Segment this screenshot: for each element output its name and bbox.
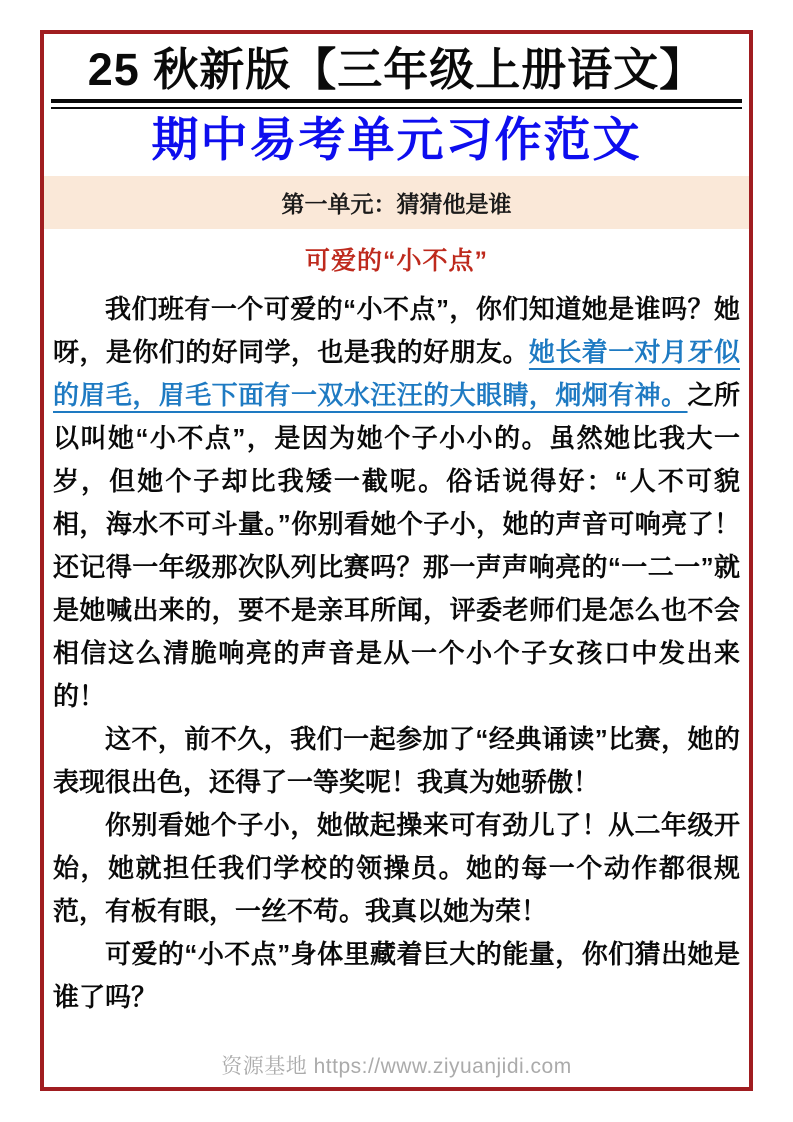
essay-paragraph [53,804,740,933]
footer-credit: 资源基地 https://www.ziyuanjidi.com [221,1055,572,1078]
document-main-title: 25 秋新版【三年级上册语文】 [87,44,706,95]
highlighted-sentence: 她长着一对月牙似的眉毛，眉毛下面有一双水汪汪的大眼睛，炯炯有神。 [53,337,740,411]
essay-text-segment: 你别看她个子小，她做起操来可有劲儿了！从二年级开始，她就担任我们学校的领操员。她的每一个动作都很规范，有板有眼，一丝不苟。我真以她为荣！ [53,810,740,927]
essay-text-segment: 之所以叫她“小不点”，是因为她个子小小的。虽然她比我大一岁，但她个子却比我矮一截呢。俗话说得好：“人不可貌相，海水不可斗量。”你别看她个子小，她的声音可响亮了！还记得一年级那次队列比赛吗？那一声声响亮的“一二一”就是她喊出来的，要不是亲耳所闻，评委老师们是怎么也不会相信这么清脆响亮的声音是从一个小个子女孩口中发出来的！ [53,380,740,712]
essay-text-segment: 可爱的“小不点”身体里藏着巨大的能量，你们猜出她是谁了吗？ [53,939,740,1013]
essay-paragraph [53,718,740,804]
essay-paragraph [53,288,740,718]
unit-banner: 第一单元：猜猜他是谁 [44,176,749,229]
title-underline-thin [51,107,742,109]
title-underline-thick [51,99,742,103]
page-border-frame [40,30,753,1091]
essay-body [53,288,740,1019]
document-subtitle: 期中易考单元习作范文 [151,113,642,167]
essay-text-segment: 这不，前不久，我们一起参加了“经典诵读”比赛，她的表现很出色，还得了一等奖呢！我真为她骄傲！ [53,724,740,798]
essay-text-segment: 我们班有一个可爱的“小不点”，你们知道她是谁吗？她呀，是你们的好同学，也是我的好朋友。 [53,294,740,368]
essay-title: 可爱的“小不点” [304,247,488,276]
essay-paragraph [53,933,740,1019]
